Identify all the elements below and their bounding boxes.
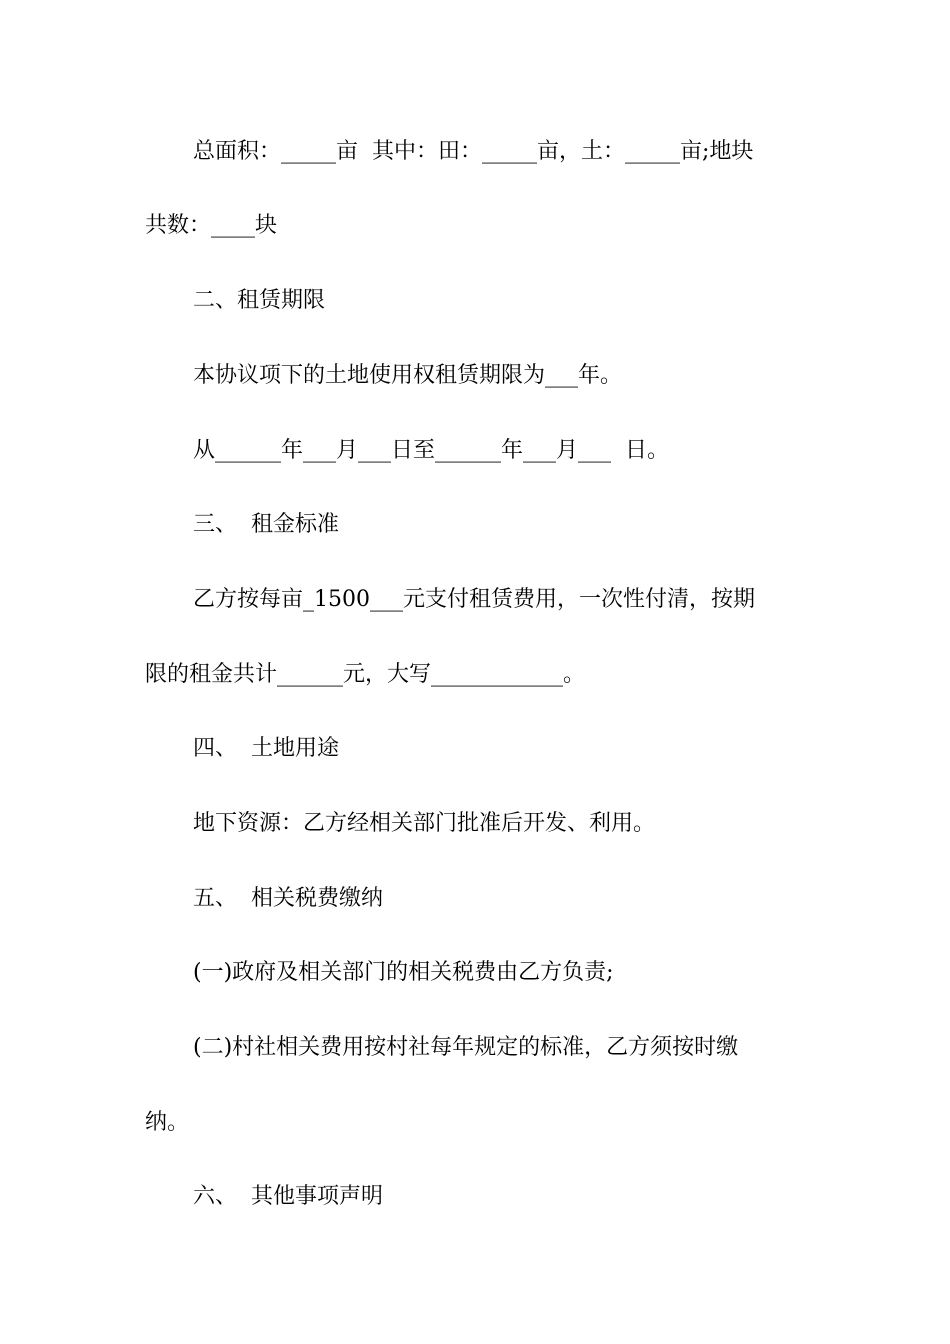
section-heading-other-matters: 六、 其他事项声明	[193, 1184, 383, 1209]
section-heading-lease-term: 二、租赁期限	[193, 288, 326, 313]
paragraph-area-line-1: 总面积：_____亩 其中：田：_____亩，土：_____亩;地块	[193, 139, 754, 164]
paragraph-taxes-2-line-2: 纳。	[145, 1110, 190, 1135]
paragraph-rent-line-2: 限的租金共计______元，大写____________。	[145, 662, 586, 687]
section-heading-taxes: 五、 相关税费缴纳	[193, 886, 383, 911]
paragraph-taxes-2-line-1: (二)村社相关费用按村社每年规定的标准，乙方须按时缴	[193, 1035, 739, 1060]
paragraph-area-line-2: 共数：____块	[145, 213, 278, 238]
paragraph-date-range: 从______年___月___日至______年___月___ 日。	[193, 438, 669, 463]
paragraph-land-use: 地下资源：乙方经相关部门批准后开发、利用。	[193, 811, 656, 836]
paragraph-lease-term: 本协议项下的土地使用权租赁期限为___年。	[193, 363, 623, 388]
section-heading-land-use: 四、 土地用途	[193, 736, 339, 761]
section-heading-rent-standard: 三、 租金标准	[193, 512, 339, 537]
paragraph-rent-line-1: 乙方按每亩_1500___元支付租赁费用，一次性付清，按期	[193, 587, 755, 612]
paragraph-taxes-1: (一)政府及相关部门的相关税费由乙方负责;	[193, 960, 614, 985]
